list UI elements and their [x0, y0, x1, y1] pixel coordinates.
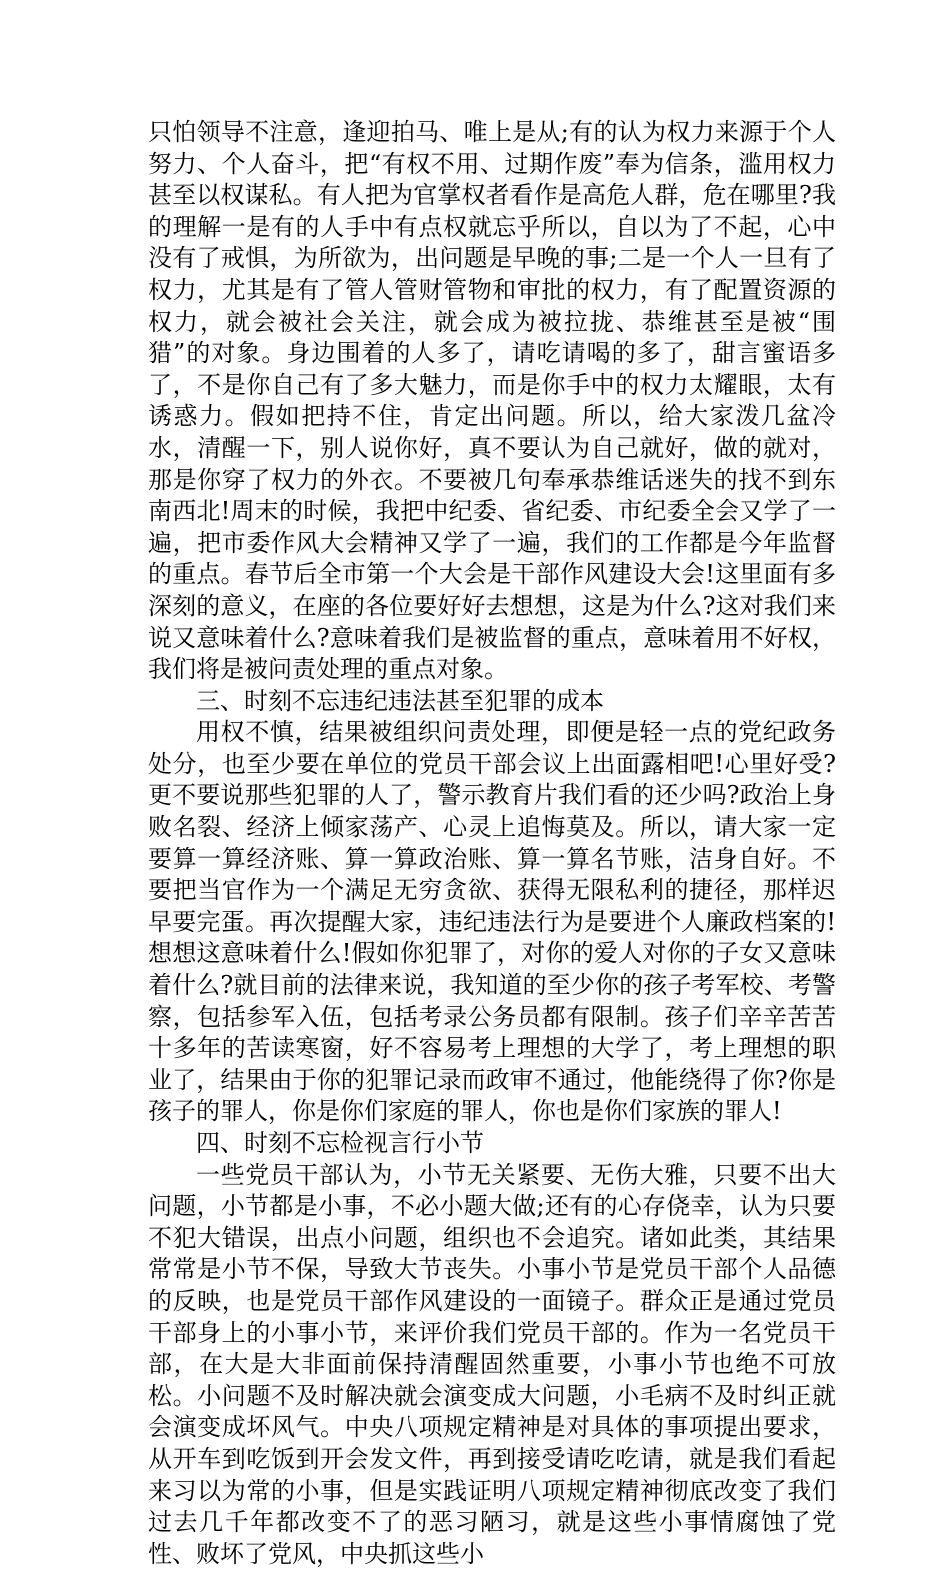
body-paragraph: 用权不慎，结果被组织问责处理，即便是轻一点的党纪政务处分，也至少要在单位的党员干部会议上出面露相吧!心里好受?更不要说那些犯罪的人了，警示教育片我们看的还少吗?政治上身败名裂、经济上倾家荡产、心灵上追悔莫及。所以，请大家一定要算一算经济账、算一算政治账、算一算名节账，洁身自好。不要把当官作为一个满足无穷贪欲、获得无限私利的捷径，那样迟早要完蛋。再次提醒大家，违纪违法行为是要进个人廉政档案的!想想这意味着什么!假如你犯罪了，对你的爱人对你的子女又意味着什么?就目前的法律来说，我知道的至少你的孩子考军校、考警察，包括参军入伍，包括考录公务员都有限制。孩子们辛辛苦苦十多年的苦读寒窗，好不容易考上理想的大学了，考上理想的职业了，结果由于你的犯罪记录而政审不通过，他能绕得了你?你是孩子的罪人，你是你们家庭的罪人，你也是你们家族的罪人! [148, 718, 836, 1126]
body-paragraph: 只怕领导不注意，逢迎拍马、唯上是从;有的认为权力来源于个人努力、个人奋斗，把“有权不用、过期作废”奉为信条，滥用权力甚至以权谋私。有人把为官掌权者看作是高危人群，危在哪里?我的理解一是有的人手中有点权就忘乎所以，自以为了不起，心中没有了戒惧，为所欲为，出问题是早晚的事;二是一个人一旦有了权力，尤其是有了管人管财管物和审批的权力，有了配置资源的权力，就会被社会关注，就会成为被拉拢、恭维甚至是被“围猎”的对象。身边围着的人多了，请吃请喝的多了，甜言蜜语多了，不是你自己有了多大魅力，而是你手中的权力太耀眼，太有诱惑力。假如把持不住，肯定出问题。所以，给大家泼几盆冷水，清醒一下，别人说你好，真不要认为自己就好，做的就对，那是你穿了权力的外衣。不要被几句奉承恭维话迷失的找不到东南西北!周末的时候，我把中纪委、省纪委、市纪委全会又学了一遍，把市委作风大会精神又学了一遍，我们的工作都是今年监督的重点。春节后全市第一个大会是干部作风建设大会!这里面有多深刻的意义，在座的各位要好好去想想，这是为什么?这对我们来说又意味着什么?意味着我们是被监督的重点，意味着用不好权，我们将是被问责处理的重点对象。 [148, 118, 836, 684]
section-heading-3: 三、时刻不忘违纪违法甚至犯罪的成本 [196, 686, 604, 715]
body-paragraph: 一些党员干部认为，小节无关紧要、无伤大雅，只要不出大问题，小节都是小事，不必小题大做;还有的心存侥幸，认为只要不犯大错误，出点小问题，组织也不会追究。诸如此类，其结果常常是小节不保，导致大节丧失。小事小节是党员干部个人品德的反映，也是党员干部作风建设的一面镜子。群众正是通过党员干部身上的小事小节，来评价我们党员干部的。作为一名党员干部，在大是大非面前保持清醒固然重要，小事小节也绝不可放松。小问题不及时解决就会演变成大问题，小毛病不及时纠正就会演变成坏风气。中央八项规定精神是对具体的事项提出要求，从开车到吃饭到开会发文件，再到接受请吃吃请，就是我们看起来习以为常的小事，但是实践证明八项规定精神彻底改变了我们过去几千年都改变不了的恶习陋习，就是这些小事情腐蚀了党性、败坏了党风，中央抓这些小 [148, 1160, 836, 1568]
document-page [148, 117, 836, 1570]
section-heading-4: 四、时刻不忘检视言行小节 [196, 1129, 484, 1157]
